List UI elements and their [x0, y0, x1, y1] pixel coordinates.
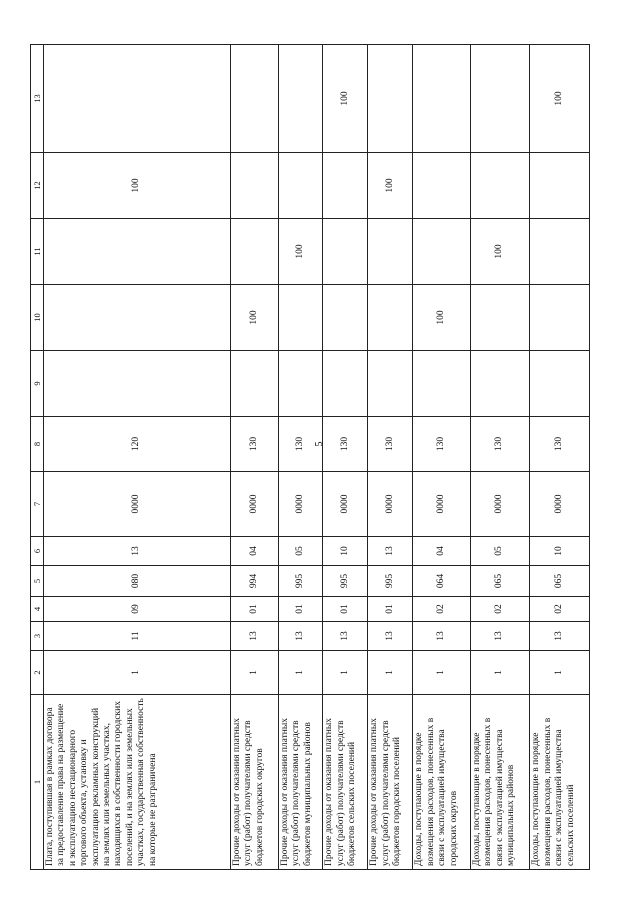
table-cell [230, 153, 278, 219]
table-cell [44, 219, 231, 285]
table-cell: 13 [279, 622, 323, 651]
table-cell [323, 219, 368, 285]
table-cell: 13 [530, 622, 590, 651]
table-cell [230, 219, 278, 285]
table-cell: 100 [44, 153, 231, 219]
table-row [413, 45, 470, 870]
table-cell [470, 285, 530, 351]
table-cell: 13 [323, 622, 368, 651]
header-cell: 7 [31, 472, 44, 537]
table-cell: 065 [530, 566, 590, 597]
table-cell: 130 [230, 417, 278, 472]
table-cell [530, 219, 590, 285]
table-cell [323, 285, 368, 351]
table-cell: 09 [44, 597, 231, 622]
table-cell: 01 [279, 597, 323, 622]
row-name: Прочие доходы от оказания платных услуг (работ) получателями средств бюджетов сельских поселений [323, 695, 368, 870]
table-cell: 1 [279, 651, 323, 695]
table-cell [530, 351, 590, 417]
row-name: Доходы, поступающие в порядке возмещения расходов, понесенных в связи с эксплуатацией имущества городских округов [413, 695, 470, 870]
header-cell: 8 [31, 417, 44, 472]
header-cell: 4 [31, 597, 44, 622]
table-cell: 0000 [470, 472, 530, 537]
table-row [279, 45, 323, 870]
table-cell: 11 [44, 622, 231, 651]
table-cell: 13 [44, 537, 231, 566]
page-number: 5 [314, 441, 325, 447]
table-cell: 02 [413, 597, 470, 622]
table-cell: 995 [368, 566, 413, 597]
header-cell: 1 [31, 695, 44, 870]
table-cell: 04 [230, 537, 278, 566]
table-cell: 1 [530, 651, 590, 695]
table-cell: 130 [413, 417, 470, 472]
header-cell: 5 [31, 566, 44, 597]
row-name: Прочие доходы от оказания платных услуг (работ) получателями средств бюджетов муниципальных районов [279, 695, 323, 870]
table-cell: 13 [368, 622, 413, 651]
header-cell: 11 [31, 219, 44, 285]
table-cell: 130 [368, 417, 413, 472]
table-cell: 0000 [530, 472, 590, 537]
table-cell: 01 [323, 597, 368, 622]
table-cell: 1 [413, 651, 470, 695]
table-cell [279, 285, 323, 351]
table-cell: 100 [279, 219, 323, 285]
table-cell [470, 153, 530, 219]
table-cell [470, 351, 530, 417]
table-cell: 065 [470, 566, 530, 597]
table-cell [530, 153, 590, 219]
table-row [230, 45, 278, 870]
table-cell: 02 [470, 597, 530, 622]
table-cell: 0000 [368, 472, 413, 537]
table-cell: 0000 [230, 472, 278, 537]
table-cell: 05 [279, 537, 323, 566]
table-cell [368, 219, 413, 285]
table-cell: 995 [323, 566, 368, 597]
header-cell: 9 [31, 351, 44, 417]
table-cell [279, 351, 323, 417]
table-cell [413, 153, 470, 219]
table-cell [413, 219, 470, 285]
table-cell: 995 [279, 566, 323, 597]
rotated-table-container [30, 45, 590, 870]
row-name: Прочие доходы от оказания платных услуг (работ) получателями средств бюджетов городских поселений [368, 695, 413, 870]
table-cell: 10 [323, 537, 368, 566]
header-cell: 13 [31, 45, 44, 153]
table-cell [230, 351, 278, 417]
table-cell: 130 [470, 417, 530, 472]
table-cell: 100 [230, 285, 278, 351]
table-cell [230, 45, 278, 153]
header-cell: 3 [31, 622, 44, 651]
table-row [368, 45, 413, 870]
table-cell: 0000 [323, 472, 368, 537]
header-cell: 12 [31, 153, 44, 219]
table-row [323, 45, 368, 870]
table-cell: 994 [230, 566, 278, 597]
table-cell [323, 351, 368, 417]
table-cell [530, 285, 590, 351]
table-cell: 0000 [44, 472, 231, 537]
table-cell: 01 [230, 597, 278, 622]
table-cell: 130 [530, 417, 590, 472]
header-cell: 10 [31, 285, 44, 351]
table-cell [44, 45, 231, 153]
table-cell: 13 [230, 622, 278, 651]
table-cell: 064 [413, 566, 470, 597]
table-cell [413, 351, 470, 417]
table-cell [279, 153, 323, 219]
table-cell [368, 285, 413, 351]
table-cell: 1 [368, 651, 413, 695]
header-cell: 2 [31, 651, 44, 695]
table-cell: 13 [413, 622, 470, 651]
table-cell: 01 [368, 597, 413, 622]
table-cell [44, 351, 231, 417]
table-cell: 13 [368, 537, 413, 566]
table-cell: 0000 [279, 472, 323, 537]
table-cell: 120 [44, 417, 231, 472]
table-cell: 100 [413, 285, 470, 351]
table-cell: 1 [44, 651, 231, 695]
table-cell: 10 [530, 537, 590, 566]
row-name: Плата, поступившая в рамках договора за предоставление права на размещение и эксплуатацию нестационарного торгового объекта, установку и эксплуатацию рекламных конструкций на землях или земельных участках, находящихся в собственности городских поселений, и на землях или земельных участках, государственная собственность на которые не разграничена [44, 695, 231, 870]
table-cell [368, 351, 413, 417]
revenue-table [30, 44, 590, 870]
table-cell [44, 285, 231, 351]
table-cell [470, 45, 530, 153]
table-cell [323, 153, 368, 219]
row-name: Доходы, поступающие в порядке возмещения расходов, понесенных в связи с эксплуатацией имущества муниципальных районов [470, 695, 530, 870]
table-cell [279, 45, 323, 153]
table-cell: 1 [470, 651, 530, 695]
table-cell: 05 [470, 537, 530, 566]
table-cell: 04 [413, 537, 470, 566]
table-row [44, 45, 231, 870]
table-row [470, 45, 530, 870]
row-name: Прочие доходы от оказания платных услуг (работ) получателями средств бюджетов городских округов [230, 695, 278, 870]
table-cell: 130 [323, 417, 368, 472]
table-cell [368, 45, 413, 153]
table-cell [413, 45, 470, 153]
table-cell: 100 [530, 45, 590, 153]
table-cell: 1 [230, 651, 278, 695]
header-row [31, 45, 44, 870]
table-cell: 080 [44, 566, 231, 597]
table-cell: 130 [279, 417, 323, 472]
table-cell: 100 [323, 45, 368, 153]
row-name: Доходы, поступающие в порядке возмещения расходов, понесенных в связи с эксплуатацией имущества сельских поселений [530, 695, 590, 870]
table-cell: 1 [323, 651, 368, 695]
table-cell: 100 [470, 219, 530, 285]
table-cell: 13 [470, 622, 530, 651]
table-cell: 02 [530, 597, 590, 622]
table-row [530, 45, 590, 870]
table-cell: 0000 [413, 472, 470, 537]
header-cell: 6 [31, 537, 44, 566]
table-cell: 100 [368, 153, 413, 219]
